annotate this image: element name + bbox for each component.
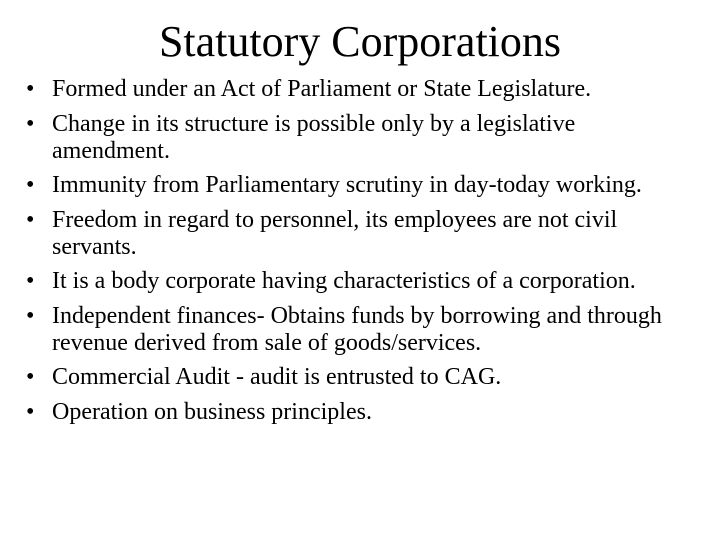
bullet-icon: • bbox=[26, 268, 35, 294]
bullet-text: Immunity from Parliamentary scrutiny in day-today working. bbox=[52, 172, 642, 198]
bullet-icon: • bbox=[26, 76, 35, 102]
bullet-icon: • bbox=[26, 364, 35, 390]
bullet-icon: • bbox=[26, 206, 35, 233]
bullet-icon: • bbox=[26, 302, 35, 329]
bullet-text: It is a body corporate having characteristics of a corporation. bbox=[52, 268, 636, 294]
list-item bbox=[26, 76, 696, 103]
bullet-icon: • bbox=[26, 398, 35, 425]
list-item bbox=[26, 303, 696, 357]
bullet-icon: • bbox=[26, 172, 35, 198]
bullet-text: Formed under an Act of Parliament or State Legislature. bbox=[52, 76, 592, 102]
bullet-text: Operation on business principles. bbox=[52, 398, 372, 425]
slide-title: Statutory Corporations bbox=[158, 17, 562, 66]
list-item bbox=[26, 207, 696, 261]
bullet-text: Change in its structure is possible only by a legislative amendment. bbox=[52, 110, 576, 164]
list-item bbox=[26, 111, 696, 165]
bullet-icon: • bbox=[26, 110, 35, 137]
list-item bbox=[26, 268, 696, 295]
bullet-text: Freedom in regard to personnel, its employees are not civil servants. bbox=[52, 206, 618, 260]
bullet-list bbox=[26, 76, 696, 433]
list-item bbox=[26, 364, 696, 391]
list-item bbox=[26, 172, 696, 199]
bullet-text: Independent finances- Obtains funds by borrowing and through revenue derived from sale of goods/services. bbox=[52, 302, 662, 356]
list-item bbox=[26, 399, 696, 426]
bullet-text: Commercial Audit - audit is entrusted to CAG. bbox=[52, 364, 502, 390]
